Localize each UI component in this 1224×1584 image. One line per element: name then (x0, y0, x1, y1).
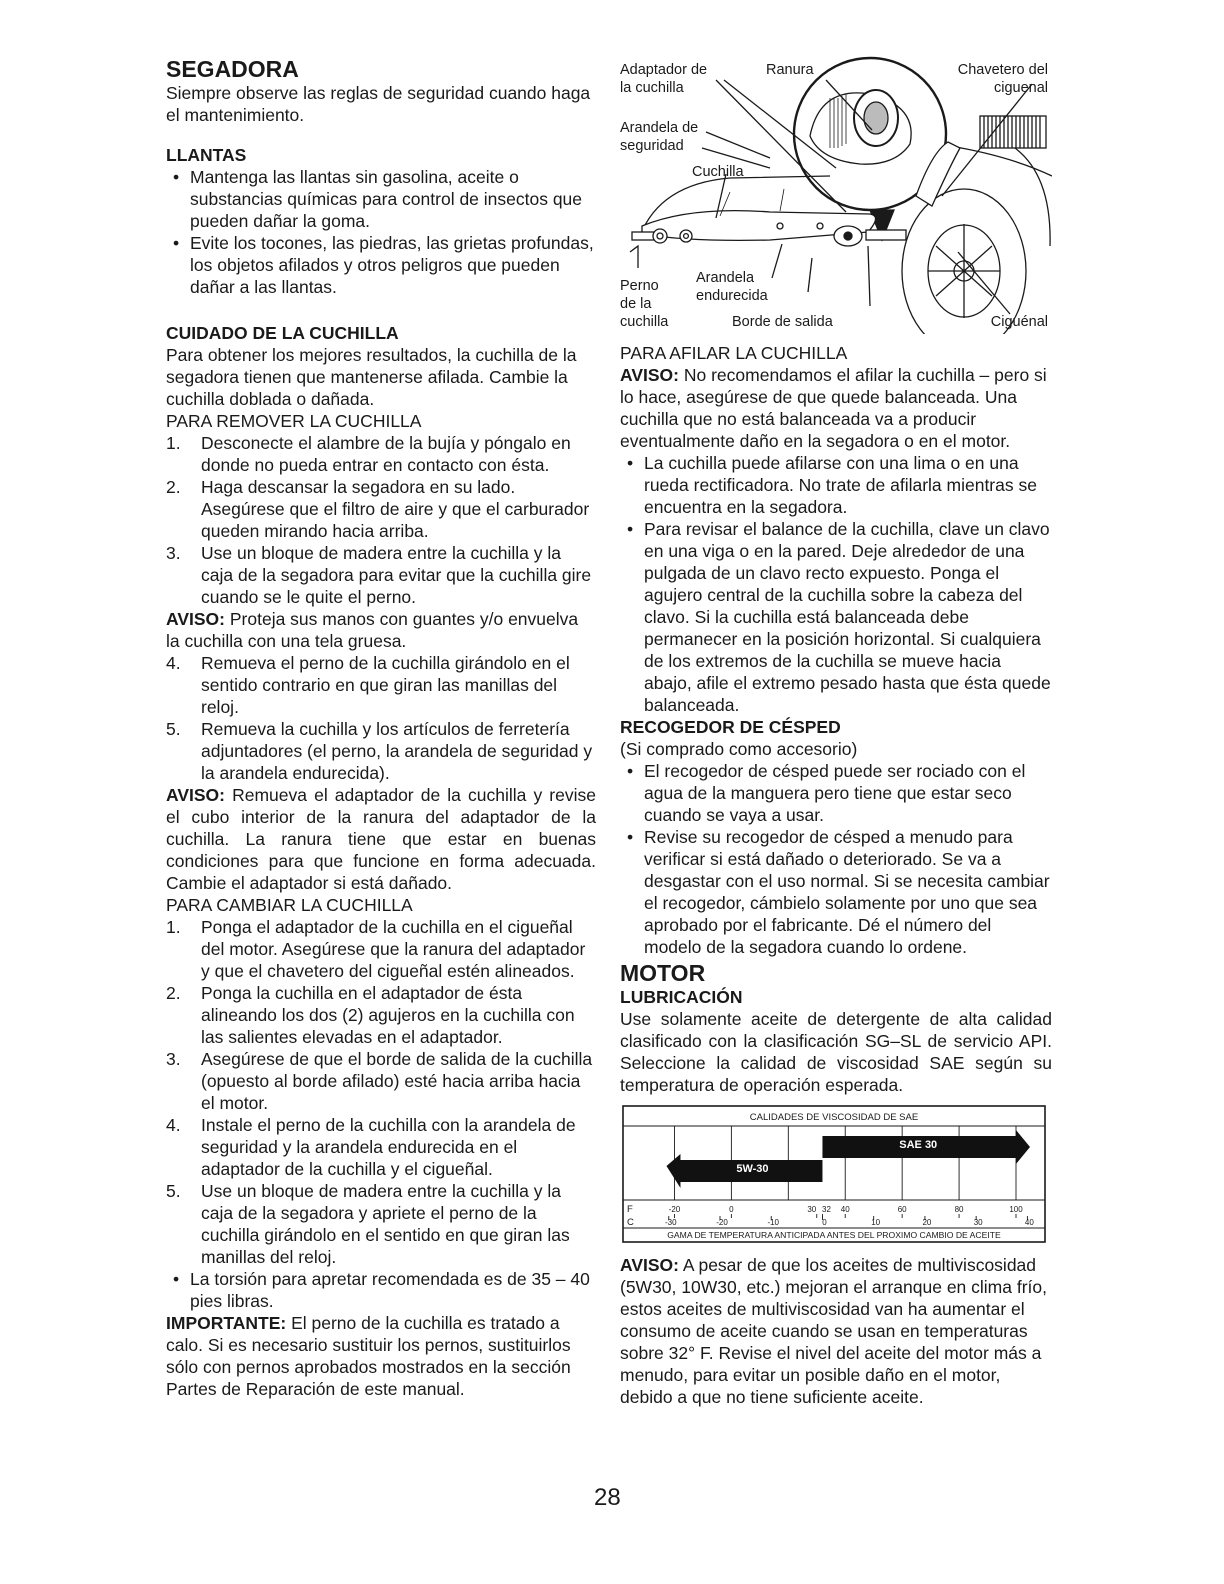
torque-list (166, 1268, 596, 1312)
section-title-motor: MOTOR (620, 960, 706, 986)
c-tick-label: -30 (664, 1218, 677, 1227)
c-tick-label: 30 (973, 1218, 983, 1227)
label-adaptador-1: Adaptador de (620, 62, 708, 78)
viscosity-chart (620, 1104, 1048, 1246)
heading-llantas: LLANTAS (166, 145, 247, 165)
recogedor-list (620, 760, 1052, 958)
series-label-5w30: 5W-30 (736, 1163, 769, 1175)
label-chavetero-2: ciguenal (993, 80, 1048, 96)
chart-title: CALIDADES DE VISCOSIDAD DE SAE (749, 1112, 919, 1123)
heading-cuidado-cuchilla: CUIDADO DE LA CUCHILLA (166, 323, 399, 343)
row-label-f: F (627, 1204, 633, 1215)
list-item: • Evite los tocones, las piedras, las grietas profundas, los objetos afilados y otros peligros que pueden dañar a las llantas. (173, 233, 594, 297)
lubricacion-text: Use solamente aceite de detergente de alta calidad clasificado con la clasificación SG–SL de servicio API. Seleccione la calidad de viscosidad SAE según su temperatura de operación esperada. (620, 1009, 1052, 1095)
label-adaptador-2: la cuchilla (620, 80, 684, 96)
label-perno-1: Perno (620, 278, 659, 294)
label-ranura: Ranura (766, 62, 814, 78)
aviso-guantes: AVISO: Proteja sus manos con guantes y/o envuelva la cuchilla con una tela gruesa. (166, 609, 579, 651)
f-tick-label: 60 (897, 1205, 907, 1214)
label-arandela-seg-1: Arandela de (620, 120, 699, 136)
c-tick-label: 20 (922, 1218, 932, 1227)
c-tick-label: 40 (1024, 1218, 1034, 1227)
segadora-intro: Siempre observe las reglas de seguridad cuando haga el mantenimiento. (166, 83, 591, 125)
list-item: 5. Use un bloque de madera entre la cuchilla y la caja de la segadora y apriete el perno de la cuchilla girándolo en el sentido en que giran las manillas del reloj. (166, 1181, 570, 1267)
list-item: 4. Remueva el perno de la cuchilla girándolo en el sentido contrario en que giran las manillas del reloj. (166, 653, 570, 717)
c-tick-label: -10 (767, 1218, 780, 1227)
list-item: • Para revisar el balance de la cuchilla, clave un clavo en una viga o en la pared. Deje alrededor de una pulgada de un clavo recto expuesto. Ponga el agujero central de la cuchilla sobre la cabeza del clavo. Si la cuchilla está balanceada debe permanecer en la posición horizontal. Si cualquiera de los extremos de la cuchilla se mueve hacia abajo, afile el extremo pesado hasta que ésta quede balanceada. (627, 519, 1051, 715)
list-item: • El recogedor de césped puede ser rociado con el agua de la manguera pero tiene que estar seco cuando se vaya a usar. (627, 761, 1026, 825)
subheading-cambiar: PARA CAMBIAR LA CUCHILLA (166, 895, 413, 915)
label-arandela-end-1: Arandela (696, 270, 755, 286)
series-label-sae30: SAE 30 (899, 1139, 938, 1151)
f-tick-label: 30 (807, 1205, 817, 1214)
heading-recogedor: RECOGEDOR DE CÉSPED (620, 717, 841, 737)
remove-steps-list (166, 432, 596, 608)
c-tick-label: -20 (716, 1218, 728, 1227)
f-tick-label: -20 (668, 1205, 681, 1214)
c-tick-label: 0 (822, 1218, 827, 1227)
recogedor-note: (Si comprado como accesorio) (620, 739, 858, 759)
list-item: 4. Instale el perno de la cuchilla con la arandela de seguridad y la arandela endurecida en el adaptador de la cuchilla y el cigueñal. (166, 1115, 576, 1179)
remove-steps-list-2 (166, 652, 596, 784)
label-arandela-end-2: endurecida (696, 288, 768, 304)
f-tick-label: 32 (822, 1205, 831, 1214)
afilar-list (620, 452, 1052, 716)
list-item: 3. Use un bloque de madera entre la cuchilla y la caja de la segadora para evitar que la cuchilla gire cuando se le quite el perno. (166, 543, 592, 607)
label-perno-3: cuchilla (620, 314, 669, 330)
list-item: • Mantenga las llantas sin gasolina, aceite o substancias químicas para control de insectos que pueden dañar la goma. (173, 167, 583, 231)
label-arandela-seg-2: seguridad (620, 138, 684, 154)
chart-xlabel: GAMA DE TEMPERATURA ANTICIPADA ANTES DEL PROXIMO CAMBIO DE ACEITE (667, 1230, 1001, 1240)
list-item: 1. Ponga el adaptador de la cuchilla en el cigueñal del motor. Asegúrese que la ranura del adaptador y que el chavetero del cigueñal estén alineados. (166, 917, 586, 981)
f-tick-label: 40 (840, 1205, 850, 1214)
list-item: 2. Haga descansar la segadora en su lado. Asegúrese que el filtro de aire y que el carburador queden mirando hacia arriba. (166, 477, 590, 541)
subheading-remover: PARA REMOVER LA CUCHILLA (166, 411, 422, 431)
right-column (620, 56, 1052, 1408)
llantas-list (166, 166, 596, 298)
label-borde-salida: Borde de salida (732, 314, 833, 330)
f-tick-label: 80 (954, 1205, 964, 1214)
list-item: • La torsión para apretar recomendada es de 35 – 40 pies libras. (173, 1269, 590, 1311)
aviso-adaptador: AVISO: Remueva el adaptador de la cuchilla y revise el cubo interior de la ranura del adaptador de la cuchilla. La ranura tiene que estar en buenas condiciones para que funcione en forma adecuada. Cambie el adaptador si está dañado. (166, 785, 596, 893)
label-perno-2: de la (620, 296, 652, 312)
label-chavetero-1: Chavetero del (957, 62, 1048, 78)
section-title-segadora: SEGADORA (166, 56, 299, 82)
list-item: 3. Asegúrese de que el borde de salida de la cuchilla (opuesto al borde afilado) esté hacia arriba hacia el motor. (166, 1049, 593, 1113)
c-tick-label: 10 (871, 1218, 881, 1227)
list-item: 1. Desconecte el alambre de la bujía y póngalo en donde no pueda entrar en contacto con ésta. (166, 433, 571, 475)
f-tick-label: 0 (729, 1205, 734, 1214)
label-ciguenal: Ciguénal (990, 314, 1048, 330)
importante-note: IMPORTANTE: El perno de la cuchilla es tratado a calo. Si es necesario sustituir los pernos, sustituirlos sólo con pernos aprobados mostrados en la sección Partes de Reparación de este manual. (166, 1313, 571, 1399)
row-label-c: C (627, 1217, 634, 1228)
page-number: 28 (594, 1484, 621, 1511)
list-item: 2. Ponga la cuchilla en el adaptador de ésta alineando los dos (2) agujeros en la cuchilla con las salientes elevadas en el adaptador. (166, 983, 575, 1047)
cuchilla-intro: Para obtener los mejores resultados, la cuchilla de la segadora tienen que mantenerse afilada. Cambie la cuchilla doblada o dañada. (166, 345, 577, 409)
blade-assembly-diagram (620, 56, 1052, 334)
list-item: • Revise su recogedor de césped a menudo para verificar si está dañado o deteriorado. Se va a desgastar con el uso normal. Si se necesita cambiar el recogedor, cámbielo solamente por uno que sea aprobado por el fabricante. Dé el número del modelo de la segadora cuando lo ordene. (627, 827, 1050, 957)
change-steps-list (166, 916, 596, 1268)
left-column (166, 56, 596, 1400)
heading-lubricacion: LUBRICACIÓN (620, 987, 743, 1007)
aviso-multiviscosidad: AVISO: A pesar de que los aceites de multiviscosidad (5W30, 10W30, etc.) mejoran el arranque en clima frío, estos aceites de multiviscosidad van ha aumentar el consumo de aceite cuando se usan en temperaturas sobre 32° F. Revise el nivel del aceite del motor más a menudo, para evitar un posible daño en el motor, debido a que no tiene suficiente aceite. (620, 1255, 1047, 1407)
list-item: • La cuchilla puede afilarse con una lima o en una rueda rectificadora. No trate de afilarla mientras se encuentra en la segadora. (627, 453, 1037, 517)
f-tick-label: 100 (1009, 1205, 1023, 1214)
heading-afilar: PARA AFILAR LA CUCHILLA (620, 343, 848, 363)
aviso-afilar: AVISO: No recomendamos el afilar la cuchilla – pero si lo hace, asegúrese de que quede balanceada. Una cuchilla que no está balanceada va a producir eventualmente daño en la segadora o en el motor. (620, 365, 1047, 451)
list-item: 5. Remueva la cuchilla y los artículos de ferretería adjuntadores (el perno, la arandela de seguridad y la arandela endurecida). (166, 719, 593, 783)
label-cuchilla: Cuchilla (692, 164, 744, 180)
